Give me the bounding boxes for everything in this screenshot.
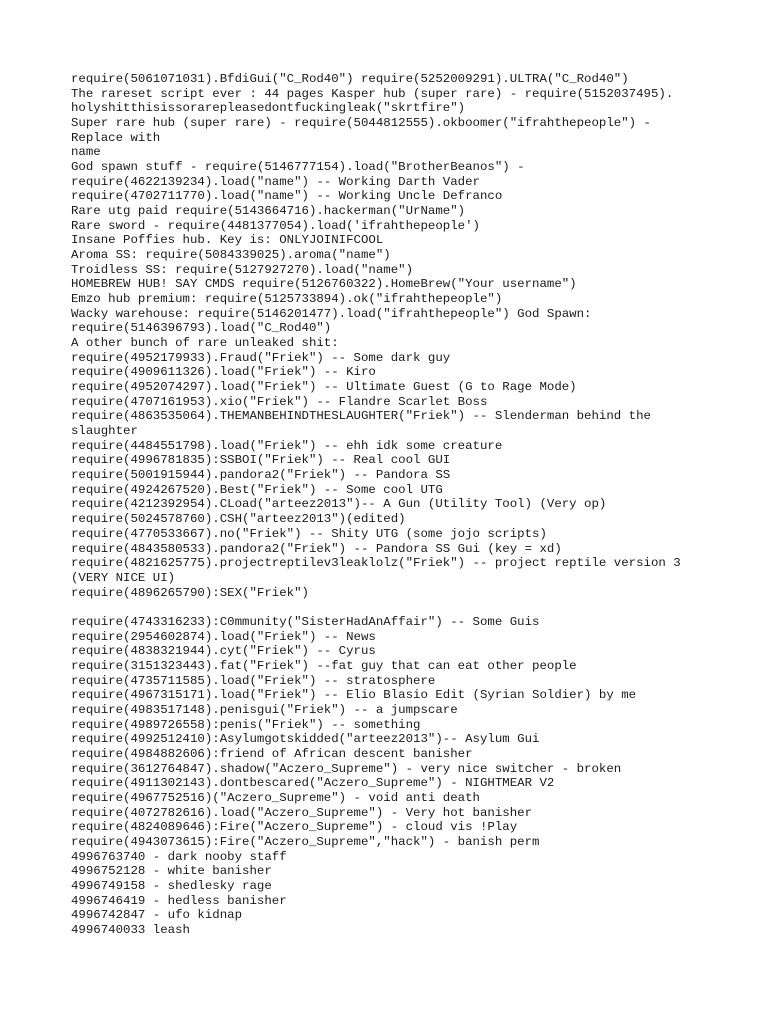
text-line: require(4909611326).load("Friek") -- Kiro xyxy=(71,365,376,380)
text-line: require(4996781835):SSBOI("Friek") -- Real cool GUI xyxy=(71,453,451,468)
text-line: require(4983517148).penisgui("Friek") -- a jumpscare xyxy=(71,702,458,717)
text-line: require(4896265790):SEX("Friek") xyxy=(71,585,309,600)
text-line: God spawn stuff - require(5146777154).load("BrotherBeanos") - xyxy=(71,160,525,175)
text-line: require(4952074297).load("Friek") -- Ultimate Guest (G to Rage Mode) xyxy=(71,380,577,395)
text-line: name xyxy=(71,145,101,160)
text-line: require(4943073615):Fire("Aczero_Supreme","hack") - banish perm xyxy=(71,834,540,849)
text-line: require(4984882606):friend of African descent banisher xyxy=(71,746,473,761)
text-line: require(5024578760).CSH("arteez2013")(edited) xyxy=(71,512,406,527)
text-line: require(4707161953).xio("Friek") -- Flandre Scarlet Boss xyxy=(71,394,488,409)
text-line: require(4821625775).projectreptilev3leaklolz("Friek") -- project reptile version 3 xyxy=(71,556,681,571)
text-line: Troidless SS: require(5127927270).load("name") xyxy=(71,262,414,277)
text-line: A other bunch of rare unleaked shit: xyxy=(71,336,339,351)
text-line: slaughter xyxy=(71,424,138,439)
text-line: require(5061071031).BfdiGui("C_Rod40") require(5252009291).ULTRA("C_Rod40") xyxy=(71,72,629,86)
text-line: HOMEBREW HUB! SAY CMDS require(5126760322).HomeBrew("Your username") xyxy=(71,277,577,292)
text-line: require(4743316233):C0mmunity("SisterHadAnAffair") -- Some Guis xyxy=(71,614,540,629)
blank-line xyxy=(71,600,711,615)
text-line: require(4622139234).load("name") -- Working Darth Vader xyxy=(71,174,480,189)
text-line: Rare sword - require(4481377054).load('ifrahthepeople') xyxy=(71,218,480,233)
text-line: (VERY NICE UI) xyxy=(71,570,176,585)
text-line: require(4072782616).load("Aczero_Supreme") - Very hot banisher xyxy=(71,805,533,820)
text-line: 4996746419 - hedless banisher xyxy=(71,893,287,908)
text-line: require(4989726558):penis("Friek") -- something xyxy=(71,717,421,732)
text-line: require(4967752516)("Aczero_Supreme") - void anti death xyxy=(71,790,480,805)
text-line: holyshitthisissorarepleasedontfuckingleak("skrtfire") xyxy=(71,101,466,116)
text-line: 4996763740 - dark nooby staff xyxy=(71,849,287,864)
text-line: 4996740033 leash xyxy=(71,922,190,937)
text-line: Rare utg paid require(5143664716).hackerman("UrName") xyxy=(71,204,466,219)
text-line: require(2954602874).load("Friek") -- News xyxy=(71,629,376,644)
text-line: require(5001915944).pandora2("Friek") -- Pandora SS xyxy=(71,468,451,483)
text-line: require(3612764847).shadow("Aczero_Supreme") - very nice switcher - broken xyxy=(71,761,622,776)
text-line: require(4735711585).load("Friek") -- stratosphere xyxy=(71,673,436,688)
text-line: require(4770533667).no("Friek") -- Shity UTG (some jojo scripts) xyxy=(71,526,547,541)
text-line: 4996752128 - white banisher xyxy=(71,864,272,879)
text-line: 4996742847 - ufo kidnap xyxy=(71,908,243,923)
text-line: require(4967315171).load("Friek") -- Elio Blasio Edit (Syrian Soldier) by me xyxy=(71,688,637,703)
text-line: require(4702711770).load("name") -- Working Uncle Defranco xyxy=(71,189,503,204)
text-line: require(4843580533).pandora2("Friek") -- Pandora SS Gui (key = xd) xyxy=(71,541,562,556)
text-line: require(4911302143).dontbescared("Aczero_Supreme") - NIGHTMEAR V2 xyxy=(71,776,555,791)
text-line: Replace with xyxy=(71,130,161,145)
text-line: require(4212392954).CLoad("arteez2013")-- A Gun (Utility Tool) (Very op) xyxy=(71,497,607,512)
text-line: require(4924267520).Best("Friek") -- Some cool UTG xyxy=(71,482,443,497)
text-line: Insane Poffies hub. Key is: ONLYJOINIFCOOL xyxy=(71,233,384,248)
text-line: Aroma SS: require(5084339025).aroma("name") xyxy=(71,248,391,263)
text-line: Super rare hub (super rare) - require(5044812555).okboomer("ifrahthepeople") - xyxy=(71,116,651,131)
text-line: require(4838321944).cyt("Friek") -- Cyrus xyxy=(71,644,376,659)
text-line: Wacky warehouse: require(5146201477).load("ifrahthepeople") God Spawn: xyxy=(71,306,592,321)
text-line: require(5146396793).load("C_Rod40") xyxy=(71,321,332,336)
text-line: Emzo hub premium: require(5125733894).ok("ifrahthepeople") xyxy=(71,292,503,307)
text-line: require(3151323443).fat("Friek") --fat guy that can eat other people xyxy=(71,658,577,673)
text-line: require(4863535064).THEMANBEHINDTHESLAUGHTER("Friek") -- Slenderman behind the xyxy=(71,409,651,424)
text-line: 4996749158 - shedlesky rage xyxy=(71,878,272,893)
text-line: require(4824089646):Fire("Aczero_Supreme") - cloud vis !Play xyxy=(71,820,518,835)
document-text xyxy=(71,72,711,938)
text-line: require(4992512410):Asylumgotskidded("arteez2013")-- Asylum Gui xyxy=(71,732,540,747)
text-line: The rareset script ever : 44 pages Kasper hub (super rare) - require(5152037495). xyxy=(71,86,674,101)
text-line: require(4952179933).Fraud("Friek") -- Some dark guy xyxy=(71,350,451,365)
text-line: require(4484551798).load("Friek") -- ehh idk some creature xyxy=(71,438,503,453)
